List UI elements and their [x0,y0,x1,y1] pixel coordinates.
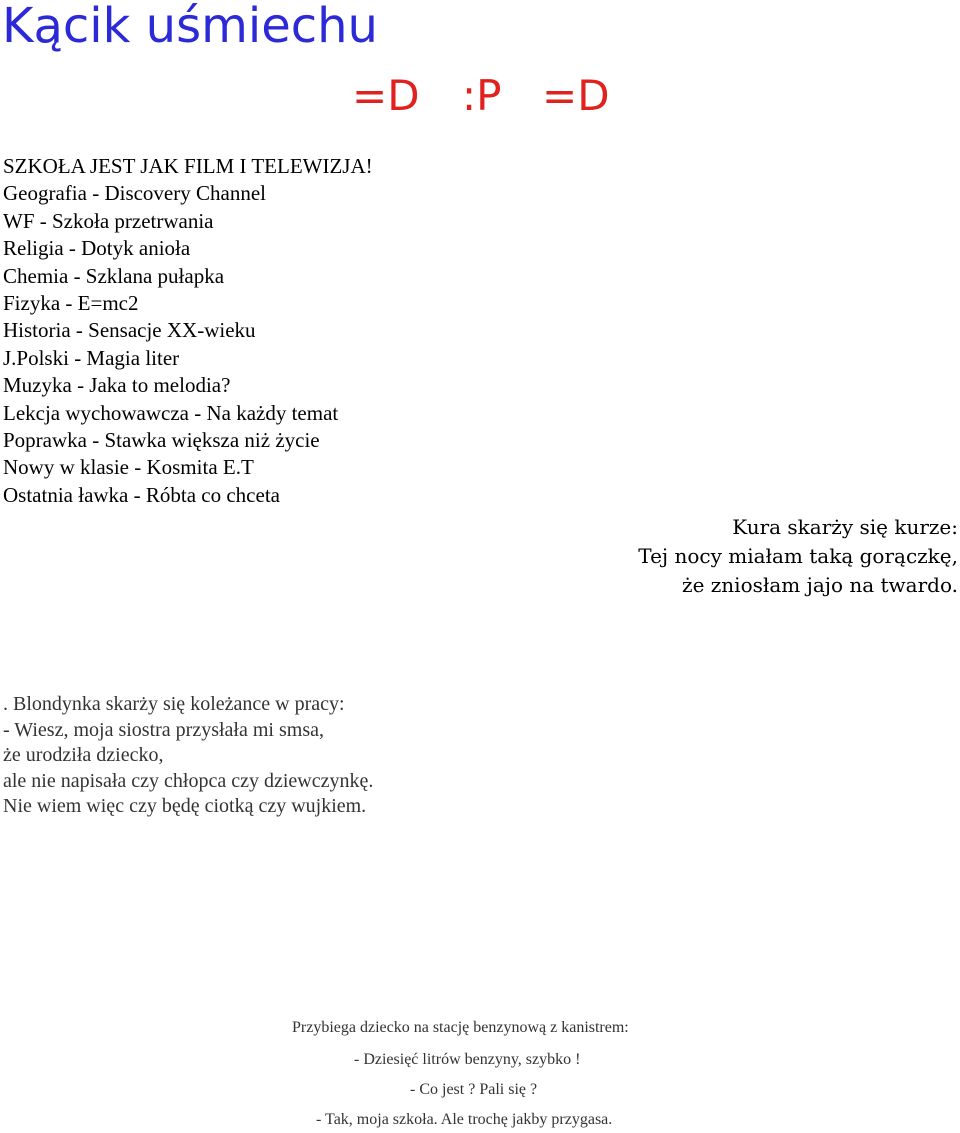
joke-school-line: Ostatnia ławka - Róbta co chceta [3,482,280,507]
emoticon-grin: =D [352,71,420,120]
joke-school-line: Nowy w klasie - Kosmita E.T [3,455,254,480]
joke-blonde-line: Nie wiem więc czy będę ciotką czy wujkiem. [3,795,367,818]
emoticon-grin: =D [542,71,610,120]
joke-school-heading: SZKOŁA JEST JAK FILM I TELEWIZJA! [3,154,373,178]
joke-blonde [3,692,373,820]
joke-school-as-tv [3,153,373,509]
joke-hen-line: że zniosłam jajo na twardo. [682,573,958,597]
emoticon-tongue: :P [462,71,502,120]
joke-gas-line: - Co jest ? Pali się ? [410,1081,538,1098]
joke-blonde-line: ale nie napisała czy chłopca czy dziewczynkę. [3,769,374,792]
joke-school-line: Historia - Sensacje XX-wieku [3,318,256,343]
joke-school-line: Geografia - Discovery Channel [3,181,266,206]
joke-gas-line: Przybiega dziecko na stację benzynową z kanistrem: [292,1019,629,1036]
joke-hen-line: Kura skarży się kurze: [732,515,958,539]
joke-blonde-line: . Blondynka skarży się koleżance w pracy: [3,693,345,715]
joke-gas-line: - Tak, moja szkoła. Ale trochę jakby przygasa. [316,1111,613,1128]
joke-school-line: J.Polski - Magia liter [3,345,180,370]
joke-gas-line: - Dziesięć litrów benzyny, szybko ! [354,1051,581,1068]
joke-school-line: Poprawka - Stawka większa niż życie [3,428,320,453]
joke-school-line: Lekcja wychowawcza - Na każdy temat [3,400,339,425]
joke-school-line: WF - Szkoła przetrwania [3,208,214,233]
page-title: Kącik uśmiechu [2,0,378,54]
joke-hen-line: Tej nocy miałam taką gorączkę, [638,544,958,568]
joke-blonde-line: - Wiesz, moja siostra przysłała mi smsa, [3,718,324,741]
joke-school-line: Religia - Dotyk anioła [3,236,191,261]
joke-blonde-line: że urodziła dziecko, [3,744,164,767]
joke-hen [638,513,958,600]
joke-school-line: Muzyka - Jaka to melodia? [3,373,231,398]
joke-school-line: Fizyka - E=mc2 [3,291,139,316]
joke-school-line: Chemia - Szklana pułapka [3,263,225,288]
